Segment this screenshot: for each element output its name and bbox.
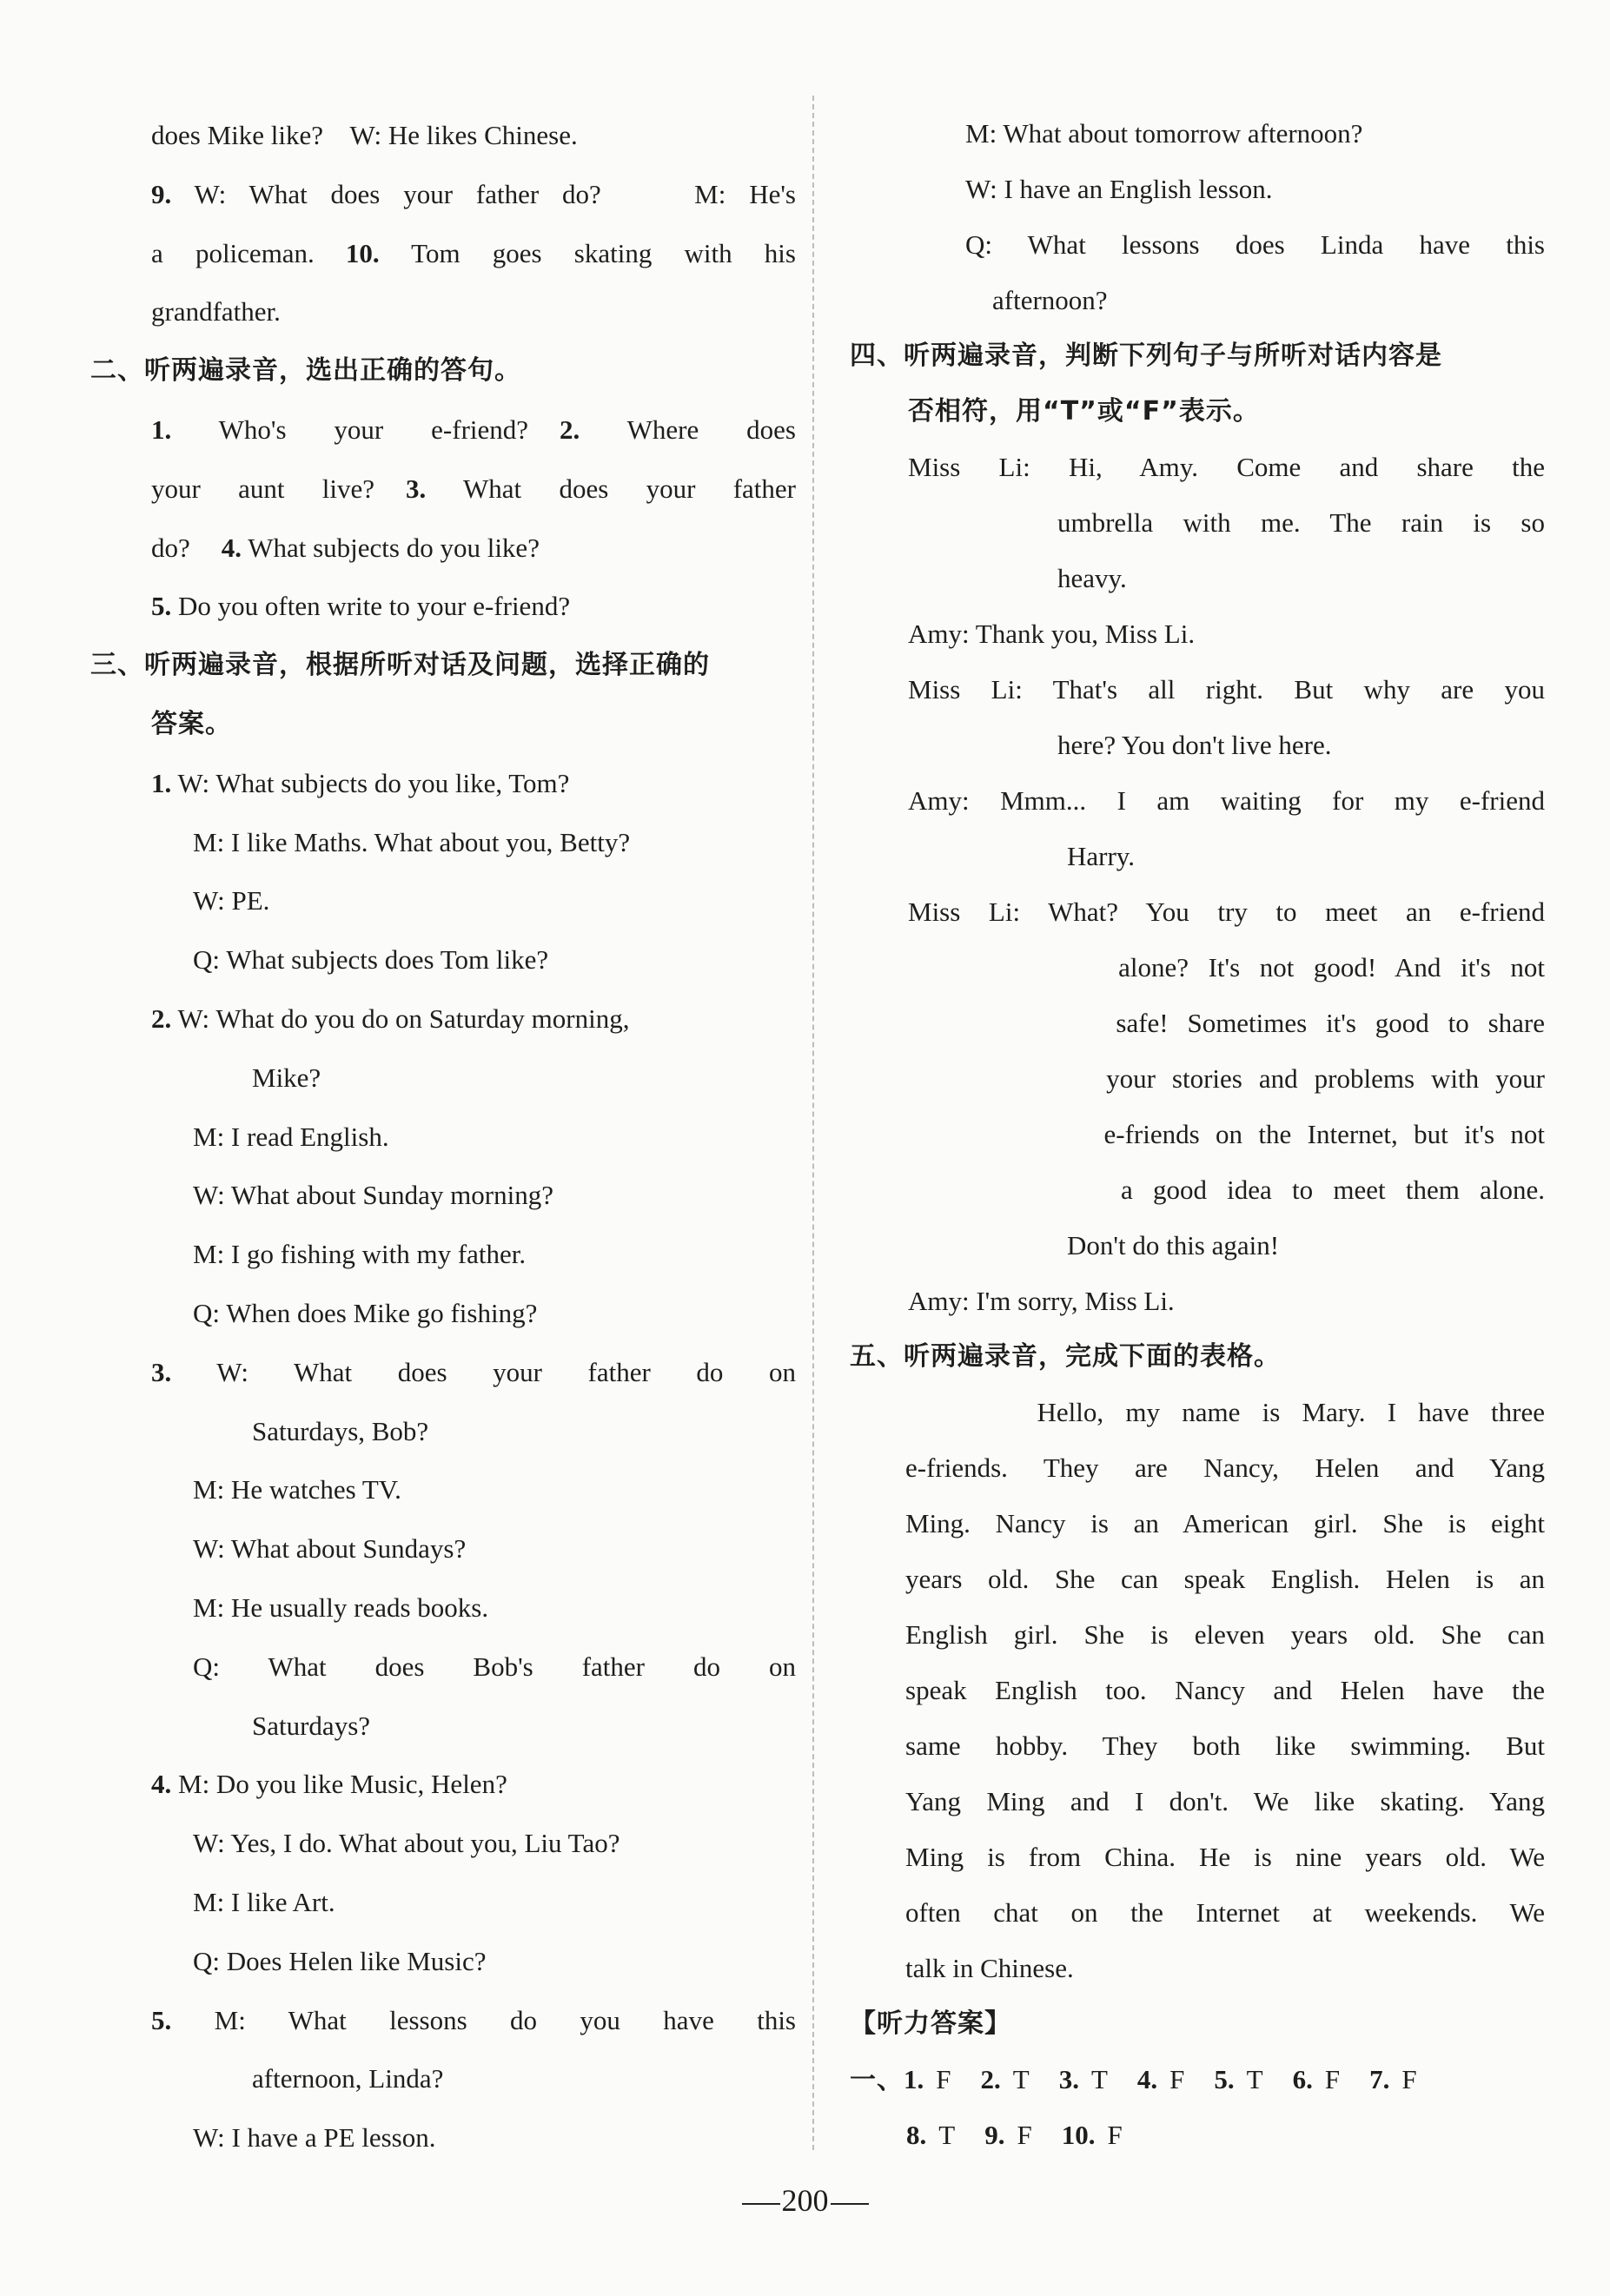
text-line [90,1284,796,1343]
line-text: M: What lessons do you have this [171,2004,796,2035]
item-number: 1. [151,767,172,798]
line-text: W: What about Sunday morning? [193,1180,553,1211]
line-text: your stories and problems with your [1040,1063,1545,1094]
text-line [850,940,1545,996]
answer-number: 5. [1214,2064,1235,2094]
text-line [850,1440,1545,1496]
line-text: heavy. [1057,563,1127,593]
line-text: M: Do you like Music, Helen? [171,1769,507,1800]
text-line [90,2108,796,2167]
right-column [850,106,1545,2163]
page-footer [0,2182,1610,2219]
line-text: W: What does your father do? M: He's [171,178,796,209]
text-line [850,996,1545,1051]
item-number: 5. [151,2004,172,2035]
line-text: Mike? [252,1062,321,1093]
text-line [90,1108,796,1167]
line-text: Yang Ming and I don't. We like skating. Yang [905,1786,1545,1816]
text-line [850,1885,1545,1941]
text-line [90,165,796,224]
text-line [850,495,1545,551]
line-text: W: I have an English lesson. [965,174,1273,204]
line-text: a good idea to meet them alone. [1040,1174,1545,1205]
line-text: Amy: Mmm... I am waiting for my e-friend [908,785,1545,816]
page-number: 200 [781,2183,829,2218]
text-line [90,813,796,872]
item-number: 4. [151,1769,172,1800]
line-text: W: What do you do on Saturday morning, [171,1002,630,1034]
answer-value: F [1017,2120,1032,2150]
answer-value: T [1012,2064,1030,2094]
line-text: W: What does your father do on [171,1356,796,1387]
text-line [90,577,796,636]
line-text: What subjects do you like? [242,532,540,563]
line-text: often chat on the Internet at weekends. We [905,1897,1545,1928]
text-line [90,1814,796,1873]
line-text: Q: What lessons does Linda have this [965,229,1545,260]
text-line [90,1225,796,1284]
line-text: Saturdays, Bob? [252,1415,429,1446]
text-line [90,224,796,283]
section-heading: 否相符，用“T”或“F”表示。 [908,396,1260,427]
text-line [850,1830,1545,1885]
text-line [850,829,1545,884]
line-text: M: He watches TV. [193,1474,401,1505]
text-line [850,1218,1545,1274]
footer-dash-left [742,2203,780,2205]
text-line [90,989,796,1049]
text-line [90,1991,796,2050]
line-text: afternoon? [965,285,1108,315]
text-line [90,1932,796,1991]
answer-number: 2. [980,2064,1001,2094]
line-text: W: What about Sundays? [193,1533,467,1565]
text-line [850,1607,1545,1663]
text-line [850,1274,1545,1329]
item-number: 1. [151,414,172,445]
text-line [850,162,1545,217]
text-line [850,106,1545,162]
text-line [90,754,796,813]
line-text: Where does [580,414,796,445]
answer-number: 1. [904,2064,924,2094]
text-line [850,1941,1545,1996]
text-line [90,1697,796,1756]
item-number: 2. [560,414,580,445]
line-text: e-friends. They are Nancy, Helen and Yang [905,1452,1545,1483]
item-number: 4. [221,532,242,563]
line-text: Harry. [1040,841,1136,871]
section-heading: 三、听两遍录音，根据所听对话及问题，选择正确的 [90,650,710,681]
answer-key-prefix: 一、 [850,2065,904,2095]
line-text: W: PE. [193,885,270,916]
line-text: M: He usually reads books. [193,1591,489,1623]
text-line [850,1385,1545,1440]
answer-number: 7. [1369,2064,1390,2094]
answer-value: T [938,2120,956,2150]
line-text: e-friends on the Internet, but it's not [1040,1119,1545,1149]
text-line [850,1051,1545,1107]
line-text: alone? It's not good! And it's not [1040,952,1545,983]
text-line [90,400,796,460]
text-line [90,106,796,165]
answer-number: 6. [1292,2064,1313,2094]
line-text: umbrella with me. The rain is so [1057,507,1545,538]
line-text: Miss Li: Hi, Amy. Come and share the [908,452,1545,482]
line-text: afternoon, Linda? [252,2063,444,2094]
text-line [90,1049,796,1108]
answer-number: 9. [984,2120,1005,2150]
line-text: W: I have a PE lesson. [193,2122,436,2154]
line-text: M: I go fishing with my father. [193,1239,527,1270]
line-text: years old. She can speak English. Helen is an [905,1564,1545,1594]
line-text: Who's your e-friend? [171,414,529,445]
text-line [90,1166,796,1225]
line-text: M: What about tomorrow afternoon? [965,118,1363,149]
item-number: 5. [151,591,172,622]
text-line [90,1460,796,1519]
text-line [90,1578,796,1638]
answer-number: 8. [906,2120,927,2150]
line-text: Amy: Thank you, Miss Li. [908,619,1196,649]
section-heading: 四、听两遍录音，判断下列句子与所听对话内容是 [850,341,1442,371]
text-line [850,1496,1545,1552]
line-text: Amy: I'm sorry, Miss Li. [908,1286,1175,1316]
section-heading: 答案。 [151,708,232,739]
item-number: 10. [345,237,380,268]
text-line [850,662,1545,718]
line-text: speak English too. Nancy and Helen have the [905,1675,1545,1705]
text-line [90,930,796,989]
text-line [850,217,1545,273]
line-text: here? You don't live here. [1057,730,1332,760]
text-line [850,1663,1545,1718]
answer-number: 10. [1061,2120,1096,2150]
answer-value: F [1324,2064,1341,2094]
line-text: same hobby. They both like swimming. But [905,1730,1545,1761]
text-line [90,1873,796,1932]
line-text: Q: When does Mike go fishing? [193,1297,538,1328]
text-line [850,1718,1545,1774]
item-number: 9. [151,178,172,209]
line-text: English girl. She is eleven years old. She can [905,1619,1545,1650]
line-text: W: What subjects do you like, Tom? [171,767,570,798]
line-text: Q: Does Helen like Music? [193,1945,487,1976]
text-line [850,1552,1545,1607]
footer-dash-right [831,2203,869,2205]
line-text: Tom goes skating with his [379,237,796,268]
line-text: a policeman. [151,237,315,268]
text-line [850,773,1545,829]
text-line [90,1343,796,1402]
text-line [90,2049,796,2108]
line-text: Saturdays? [252,1710,371,1741]
line-text: Do you often write to your e-friend? [171,591,571,622]
left-column [90,106,796,2167]
line-text: Q: What does Bob's father do on [193,1651,796,1682]
answer-key-line [850,2107,1545,2163]
answer-value: T [1090,2064,1108,2094]
line-text: safe! Sometimes it's good to share [1040,1008,1545,1038]
line-text: M: I like Maths. What about you, Betty? [193,826,631,857]
line-text: Q: What subjects does Tom like? [193,944,549,976]
text-line [90,1402,796,1461]
text-line [90,1755,796,1814]
text-line [90,871,796,930]
line-text: talk in Chinese. [905,1953,1074,1983]
text-line [850,1107,1545,1162]
text-line [850,884,1545,940]
section-heading: 五、听两遍录音，完成下面的表格。 [850,1341,1281,1372]
answer-number: 3. [1058,2064,1079,2094]
text-line [90,460,796,519]
answer-value: F [1401,2064,1417,2094]
line-text: does Mike like? W: He likes Chinese. [151,120,578,150]
line-text: your aunt live? [151,473,375,504]
line-text: Miss Li: That's all right. But why are you [908,674,1545,705]
section-heading: 二、听两遍录音，选出正确的答句。 [90,355,521,387]
text-line [850,440,1545,495]
answer-number: 4. [1136,2064,1158,2094]
answer-value: T [1246,2064,1263,2094]
line-text: grandfather. [151,296,281,328]
text-line [850,551,1545,606]
line-text: Don't do this again! [1040,1230,1280,1260]
line-text: Miss Li: What? You try to meet an e-friend [908,897,1545,927]
line-text: do? [151,532,190,563]
line-text: What does your father [426,473,796,504]
text-line [90,282,796,341]
answer-value: F [1107,2120,1123,2150]
line-text: Ming is from China. He is nine years old. We [905,1842,1545,1872]
item-number: 2. [151,1002,172,1034]
section-heading: 【听力答案】 [850,2008,1011,2039]
item-number: 3. [406,473,427,504]
text-line [90,1519,796,1578]
line-text: M: I read English. [193,1121,389,1152]
line-text: Ming. Nancy is an American girl. She is eight [905,1508,1545,1538]
text-line [850,1774,1545,1830]
text-line [850,1162,1545,1218]
answer-value: F [936,2064,951,2094]
line-text: W: Yes, I do. What about you, Liu Tao? [193,1828,620,1859]
line-text: M: I like Art. [193,1886,335,1917]
answer-value: F [1169,2064,1185,2094]
line-text: Hello, my name is Mary. I have three [905,1397,1545,1427]
item-number: 3. [151,1356,172,1387]
text-line [850,606,1545,662]
text-line [90,1638,796,1697]
column-divider [812,96,814,2150]
text-line [850,718,1545,773]
text-line [850,273,1545,328]
answer-key-line [850,2052,1545,2107]
text-line [90,519,796,578]
